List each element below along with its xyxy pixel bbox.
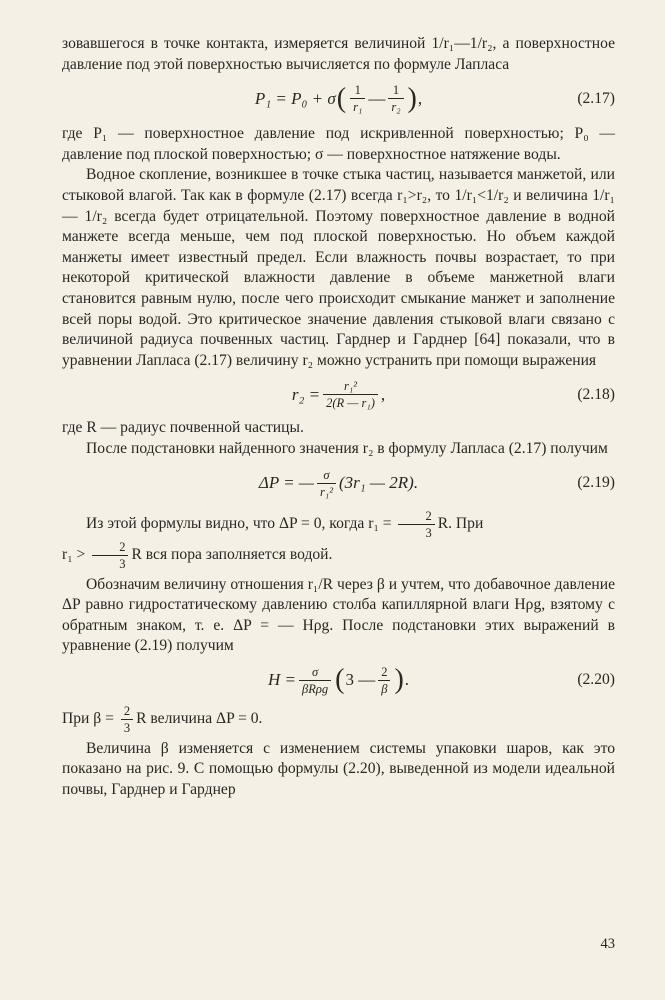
- paragraph-beta: Обозначим величину отношения r₁/R через β и учтем, что добавочное давление ΔP равно гидростатическому давлению столба капиллярной влаги Hρg, взятому с обратным знаком, т. е. ΔP = — Hρg. После подстановки этих выражений в уравнение (2.19) получим: [62, 575, 615, 655]
- paragraph-definitions: где P₁ — поверхностное давление под искривленной поверхностью; P₀ — давление под плоской поверхностью; σ — поверхностное натяжение воды.: [62, 125, 615, 163]
- paragraph-substitution: После подстановки найденного значения r₂ в формулу Лапласа (2.17) получим: [86, 439, 608, 457]
- eq217-rparen: ): [407, 82, 417, 114]
- equation-number: (2.17): [577, 89, 615, 107]
- eq219-frac: $\frac{\sigma}{\text{r₁²}}$: [317, 468, 336, 499]
- paragraph-radius: где R — радиус почвенной частицы.: [62, 419, 304, 437]
- eq217-lparen: (: [336, 82, 347, 114]
- inline-frac-two-thirds: $\frac{2}{3}$: [398, 509, 434, 540]
- inline-frac-two-thirds-3: $\frac{2}{3}$: [121, 704, 133, 735]
- equation-number: (2.18): [577, 385, 615, 403]
- eq220-inner-frac: $\frac{2}{\beta}$: [378, 665, 390, 696]
- eq218-frac: $\frac{\text{r₁²}}{\text{2(R — r₁)}}$: [323, 379, 378, 410]
- eq217-frac1: $\frac{1}{\text{r₁}}$: [350, 83, 365, 114]
- paragraph-intro: зовавшегося в точке контакта, измеряется величиной 1/r₁—1/r₂, а поверхностное давление под этой поверхностью вычисляется по формуле Лапласа: [62, 35, 615, 73]
- equation-2-19: ΔP = — $\frac{\sigma}{\text{r₁²}}$ (3r₁ — 2R). (2.19): [258, 467, 615, 499]
- paragraph-manzheta: Водное скопление, возникшее в точке стыка частиц, называется манжетой, или стыковой влагой. Так как в формуле (2.17) всегда r₁>r₂, то 1/r₁<1/r₂ и величина 1/r₁ — 1/r₂ всегда будет отрицательной. Поэтому поверхностное давление в водной манжете всегда меньше, чем под плоской поверхностью. Но объем каждой манжеты имеет известный предел. Если влажность почвы возрастает, то при некоторой критической влажности давление в объеме манжетной влаги становится равным нулю, после чего происходит смыкание манжет и заполнение всей поры водой. Это критическое значение давления стыковой влаги связано с величиной радиуса почвенных частиц. Гарднер и Гарднер [64] показали, что в уравнении Лапласа (2.17) величину r₂ можно устранить при помощи выражения: [62, 166, 615, 369]
- equation-2-20: H = $\frac{\sigma}{\text{βRρg}}$ ( 3 — $\frac{2}{\beta}$ ) . (2.20): [267, 664, 615, 696]
- eq217-frac2: $\frac{1}{\text{r₂}}$: [388, 83, 403, 114]
- equation-number: (2.19): [577, 474, 615, 491]
- equation-2-18: r₂ = $\frac{\text{r₁²}}{\text{2(R — r₁)}}$ , (2.18): [291, 379, 615, 411]
- paragraph-condition: Из этой формулы видно, что ΔP = 0, когда r₁ = $\frac{2}{3}$ R. При r₁ > $\frac{2}{3}$ R вся пора заполняется водой.: [62, 508, 484, 571]
- paragraph-packing: Величина β изменяется с изменением системы упаковки шаров, как это показано на рис. 9. С помощью формулы (2.20), выведенной из модели идеальной почвы, Гарднер и Гарднер: [62, 739, 615, 799]
- page-number: 43: [600, 936, 615, 952]
- eq220-frac: $\frac{\sigma}{\text{βRρg}}$: [299, 665, 331, 696]
- equation-number: (2.20): [577, 671, 615, 689]
- equation-2-17: P₁ = P₀ + σ ( $\frac{1}{\text{r₁}}$ — $\frac{1}{\text{r₂}}$ ) , (2.17): [254, 82, 615, 115]
- eq217-lhs: P₁ = P₀ + σ: [254, 88, 336, 108]
- paragraph-beta-condition: При β = $\frac{2}{3}$ R величина ΔP = 0.: [62, 703, 263, 735]
- inline-frac-two-thirds-2: $\frac{2}{3}$: [92, 540, 128, 571]
